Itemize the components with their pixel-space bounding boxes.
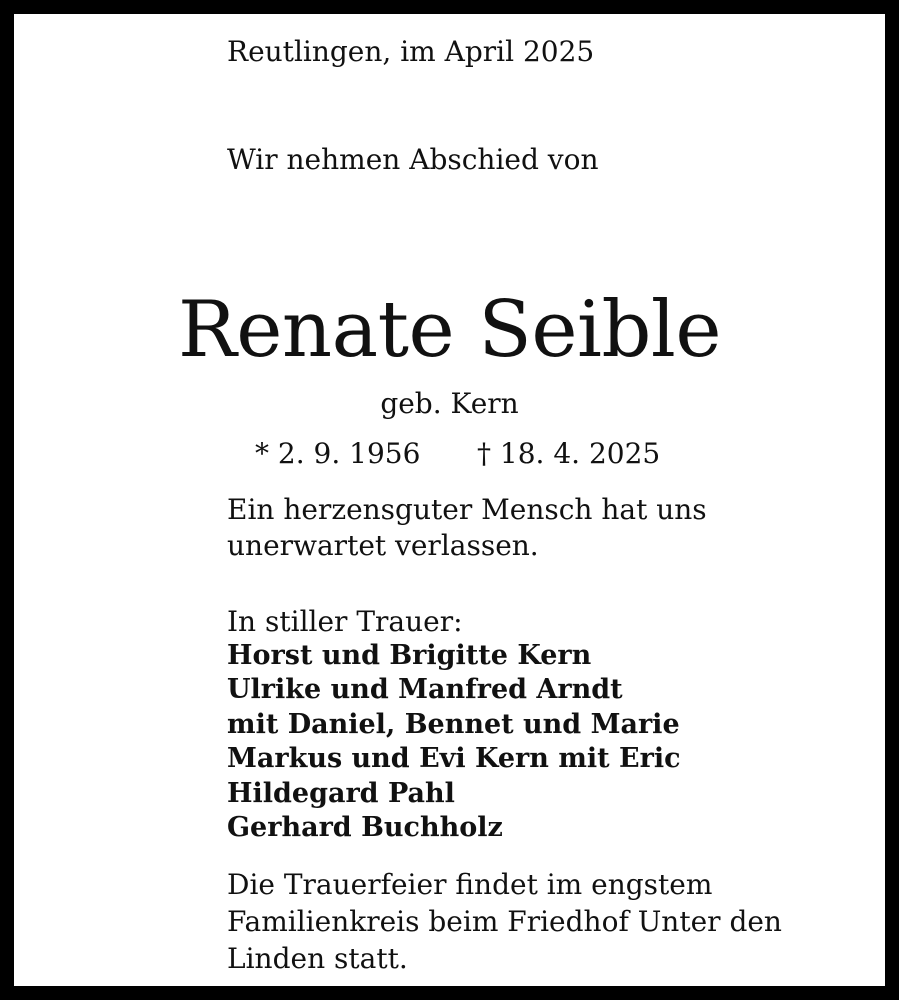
mourner-name: Ulrike und Manfred Arndt: [227, 674, 623, 706]
funeral-line: Familienkreis beim Friedhof Unter den: [227, 905, 782, 938]
funeral-line: Die Trauerfeier findet im engstem: [227, 868, 713, 901]
deceased-name: Renate Seible: [177, 285, 721, 375]
place-date: Reutlingen, im April 2025: [227, 35, 595, 68]
mourner-name: Hildegard Pahl: [227, 777, 455, 809]
birth-date: * 2. 9. 1956: [255, 437, 421, 470]
death-date: † 18. 4. 2025: [477, 437, 661, 470]
tribute-text: [227, 492, 707, 564]
mourners-list: [227, 639, 681, 845]
maiden-name: geb. Kern: [380, 387, 519, 420]
mourner-name: Horst und Brigitte Kern: [227, 640, 592, 671]
intro-text: Wir nehmen Abschied von: [227, 143, 599, 176]
tribute-line: Ein herzensguter Mensch hat uns: [227, 493, 707, 526]
mourner-name: mit Daniel, Bennet und Marie: [227, 708, 680, 740]
mourner-name: Markus und Evi Kern mit Eric: [227, 743, 681, 775]
funeral-line: Linden statt.: [227, 942, 408, 975]
funeral-info: [227, 866, 782, 977]
mourning-label: In stiller Trauer:: [227, 605, 463, 638]
mourner-name: Gerhard Buchholz: [227, 812, 503, 844]
tribute-line: unerwartet verlassen.: [227, 529, 539, 562]
